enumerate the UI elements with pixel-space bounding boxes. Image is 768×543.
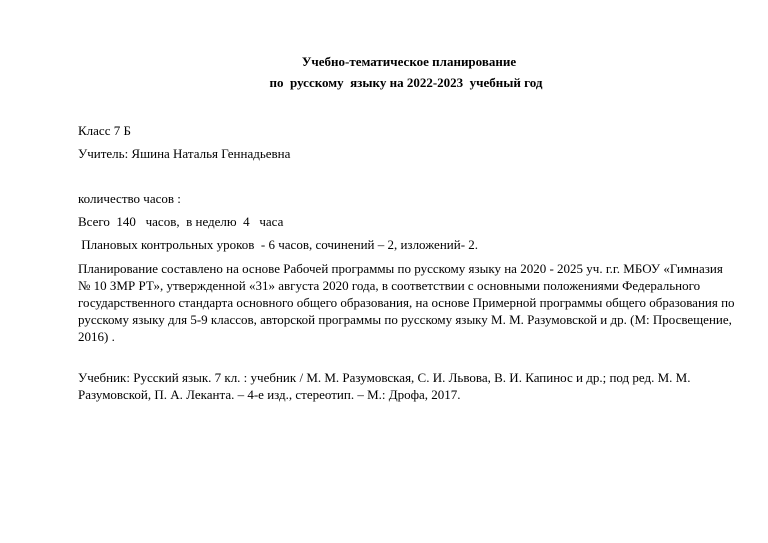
document-subtitle: по русскому языку на 2022-2023 учебный год	[269, 75, 543, 90]
textbook-paragraph: Учебник: Русский язык. 7 кл. : учебник / М. М. Разумовская, С. И. Львова, В. И. Капинос и др.; под ред. М. М. Разумовской, П. А. Леканта. – 4-е изд., стереотип. – М.: Дрофа, 2017.	[78, 370, 691, 402]
hours-total-line: Всего 140 часов, в неделю 4 часа	[78, 214, 284, 229]
control-lessons-line: Плановых контрольных уроков - 6 часов, сочинений – 2, изложений- 2.	[78, 237, 479, 252]
hours-label: количество часов :	[78, 191, 181, 206]
class-line: Класс 7 Б	[78, 123, 131, 138]
planning-basis-paragraph: Планирование составлено на основе Рабочей программы по русскому языку на 2020 - 2025 уч. г.г. МБОУ «Гимназия № 10 ЗМР РТ», утвержденной «31» августа 2020 года, в соответствии с основными положениями Федерального государственного стандарта основного общего образования, на основе Примерной программы общего образования по русскому языку для 5-9 классов, авторской программы по русскому языку М. М. Разумовской и др. (М: Просвещение, 2016) .	[78, 261, 735, 344]
document-title: Учебно-тематическое планирование	[301, 54, 517, 69]
teacher-line: Учитель: Яшина Наталья Геннадьевна	[78, 146, 291, 161]
